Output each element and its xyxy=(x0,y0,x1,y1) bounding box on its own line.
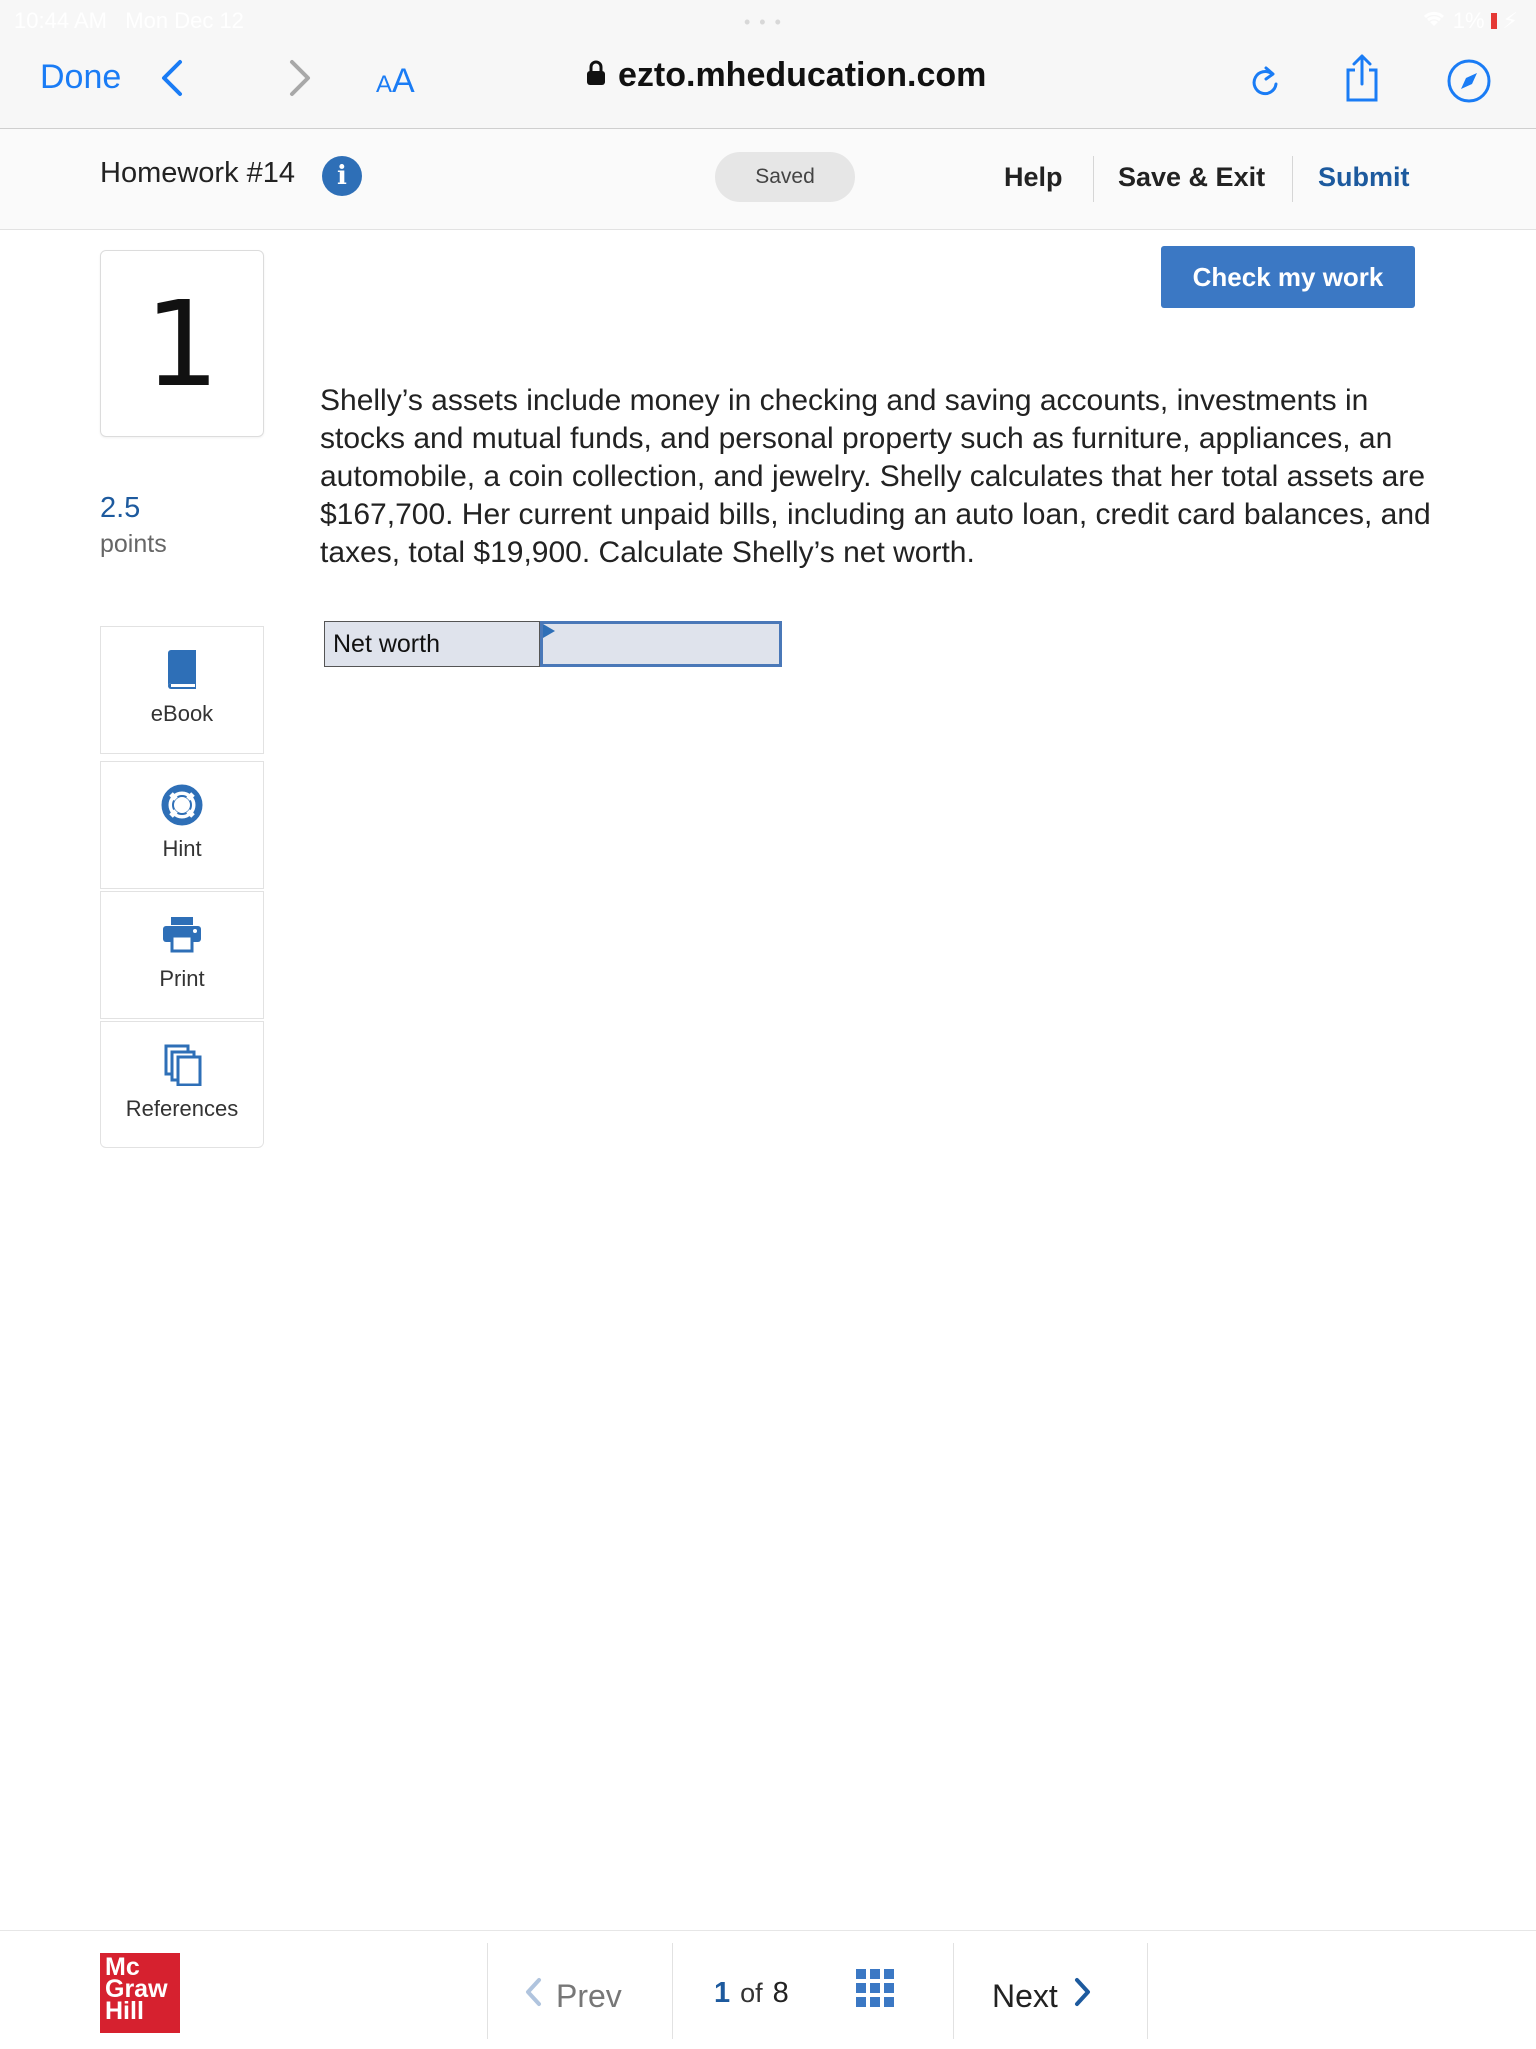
text-size-button[interactable]: AA xyxy=(376,62,415,100)
browser-toolbar xyxy=(0,42,1536,129)
battery-percent: 1% xyxy=(1452,8,1485,33)
header-divider xyxy=(1093,156,1094,202)
info-icon[interactable]: i xyxy=(322,156,362,196)
wifi-icon xyxy=(1421,8,1447,34)
footer-divider xyxy=(487,1943,488,2039)
status-time: 10:44 AM Mon Dec 12 xyxy=(14,8,244,33)
footer-divider xyxy=(1147,1943,1148,2039)
footer-divider xyxy=(672,1943,673,2039)
status-right xyxy=(1421,8,1518,34)
net-worth-input-cell[interactable] xyxy=(540,621,782,667)
chevron-right-icon xyxy=(1074,1977,1092,2015)
hint-button[interactable] xyxy=(100,761,264,889)
lifebuoy-icon xyxy=(101,784,263,828)
references-button[interactable] xyxy=(100,1021,264,1148)
page-indicator[interactable] xyxy=(714,1977,789,2010)
book-icon xyxy=(101,649,263,693)
chevron-left-icon xyxy=(524,1977,542,2015)
total-pages: 8 xyxy=(772,1977,789,2009)
url-text: ezto.mheducation.com xyxy=(618,56,987,94)
address-bar[interactable] xyxy=(586,56,986,95)
question-grid-icon[interactable] xyxy=(856,1969,894,2012)
question-number: 1 xyxy=(144,275,220,413)
battery-icon xyxy=(1491,13,1497,29)
points-label: points xyxy=(100,530,167,558)
assignment-title: Homework #14 xyxy=(100,157,296,189)
check-my-work-button[interactable]: Check my work xyxy=(1161,246,1415,308)
next-label: Next xyxy=(992,1977,1058,2014)
footer-divider xyxy=(953,1943,954,2039)
of-label: of xyxy=(740,1978,763,2008)
next-button[interactable] xyxy=(992,1977,1092,2015)
hint-label: Hint xyxy=(162,836,202,861)
question-text: Shelly’s assets include money in checking and saving accounts, investments in stocks and mutual funds, and personal property such as furniture, appliances, an automobile, a coin collection, and jewelry. Shelly calculates that her total assets are $167,700. Her current unpaid bills, including an auto loan, credit card balances, and taxes, total $19,900. Calculate Shelly’s net worth. xyxy=(320,384,1431,569)
question-number-box xyxy=(100,250,264,437)
assignment-header xyxy=(0,129,1536,230)
mcgraw-hill-logo: Mc Graw Hill xyxy=(100,1953,180,2033)
print-button[interactable] xyxy=(100,891,264,1019)
help-button[interactable]: Help xyxy=(1004,162,1063,192)
header-divider xyxy=(1292,156,1293,202)
copy-icon xyxy=(101,1044,263,1088)
multitask-dots[interactable]: • • • xyxy=(744,12,783,32)
compass-icon[interactable] xyxy=(1446,58,1492,109)
save-exit-button[interactable]: Save & Exit xyxy=(1118,162,1266,192)
points-value: 2.5 xyxy=(100,492,141,524)
net-worth-label: Net worth xyxy=(324,621,540,667)
references-label: References xyxy=(125,1096,239,1121)
net-worth-input[interactable] xyxy=(543,624,779,664)
saved-status-badge: Saved xyxy=(715,152,855,202)
reload-icon[interactable] xyxy=(1248,62,1284,107)
forward-icon[interactable] xyxy=(286,56,314,105)
footer-nav xyxy=(0,1930,1536,2049)
prev-label: Prev xyxy=(556,1977,622,2014)
prev-button[interactable] xyxy=(524,1977,622,2015)
net-worth-answer-row xyxy=(324,621,782,667)
done-button[interactable]: Done xyxy=(40,58,122,96)
ebook-button[interactable] xyxy=(100,626,264,754)
status-bar xyxy=(0,0,1536,42)
ebook-label: eBook xyxy=(150,701,214,726)
lock-icon xyxy=(586,56,606,95)
print-label: Print xyxy=(159,966,205,991)
charging-icon: ⚡ xyxy=(1502,8,1518,33)
printer-icon xyxy=(101,914,263,958)
share-icon[interactable] xyxy=(1342,52,1382,109)
submit-button[interactable]: Submit xyxy=(1318,162,1410,192)
current-page: 1 xyxy=(714,1977,731,2009)
back-icon[interactable] xyxy=(158,56,186,105)
flag-icon xyxy=(543,624,555,638)
